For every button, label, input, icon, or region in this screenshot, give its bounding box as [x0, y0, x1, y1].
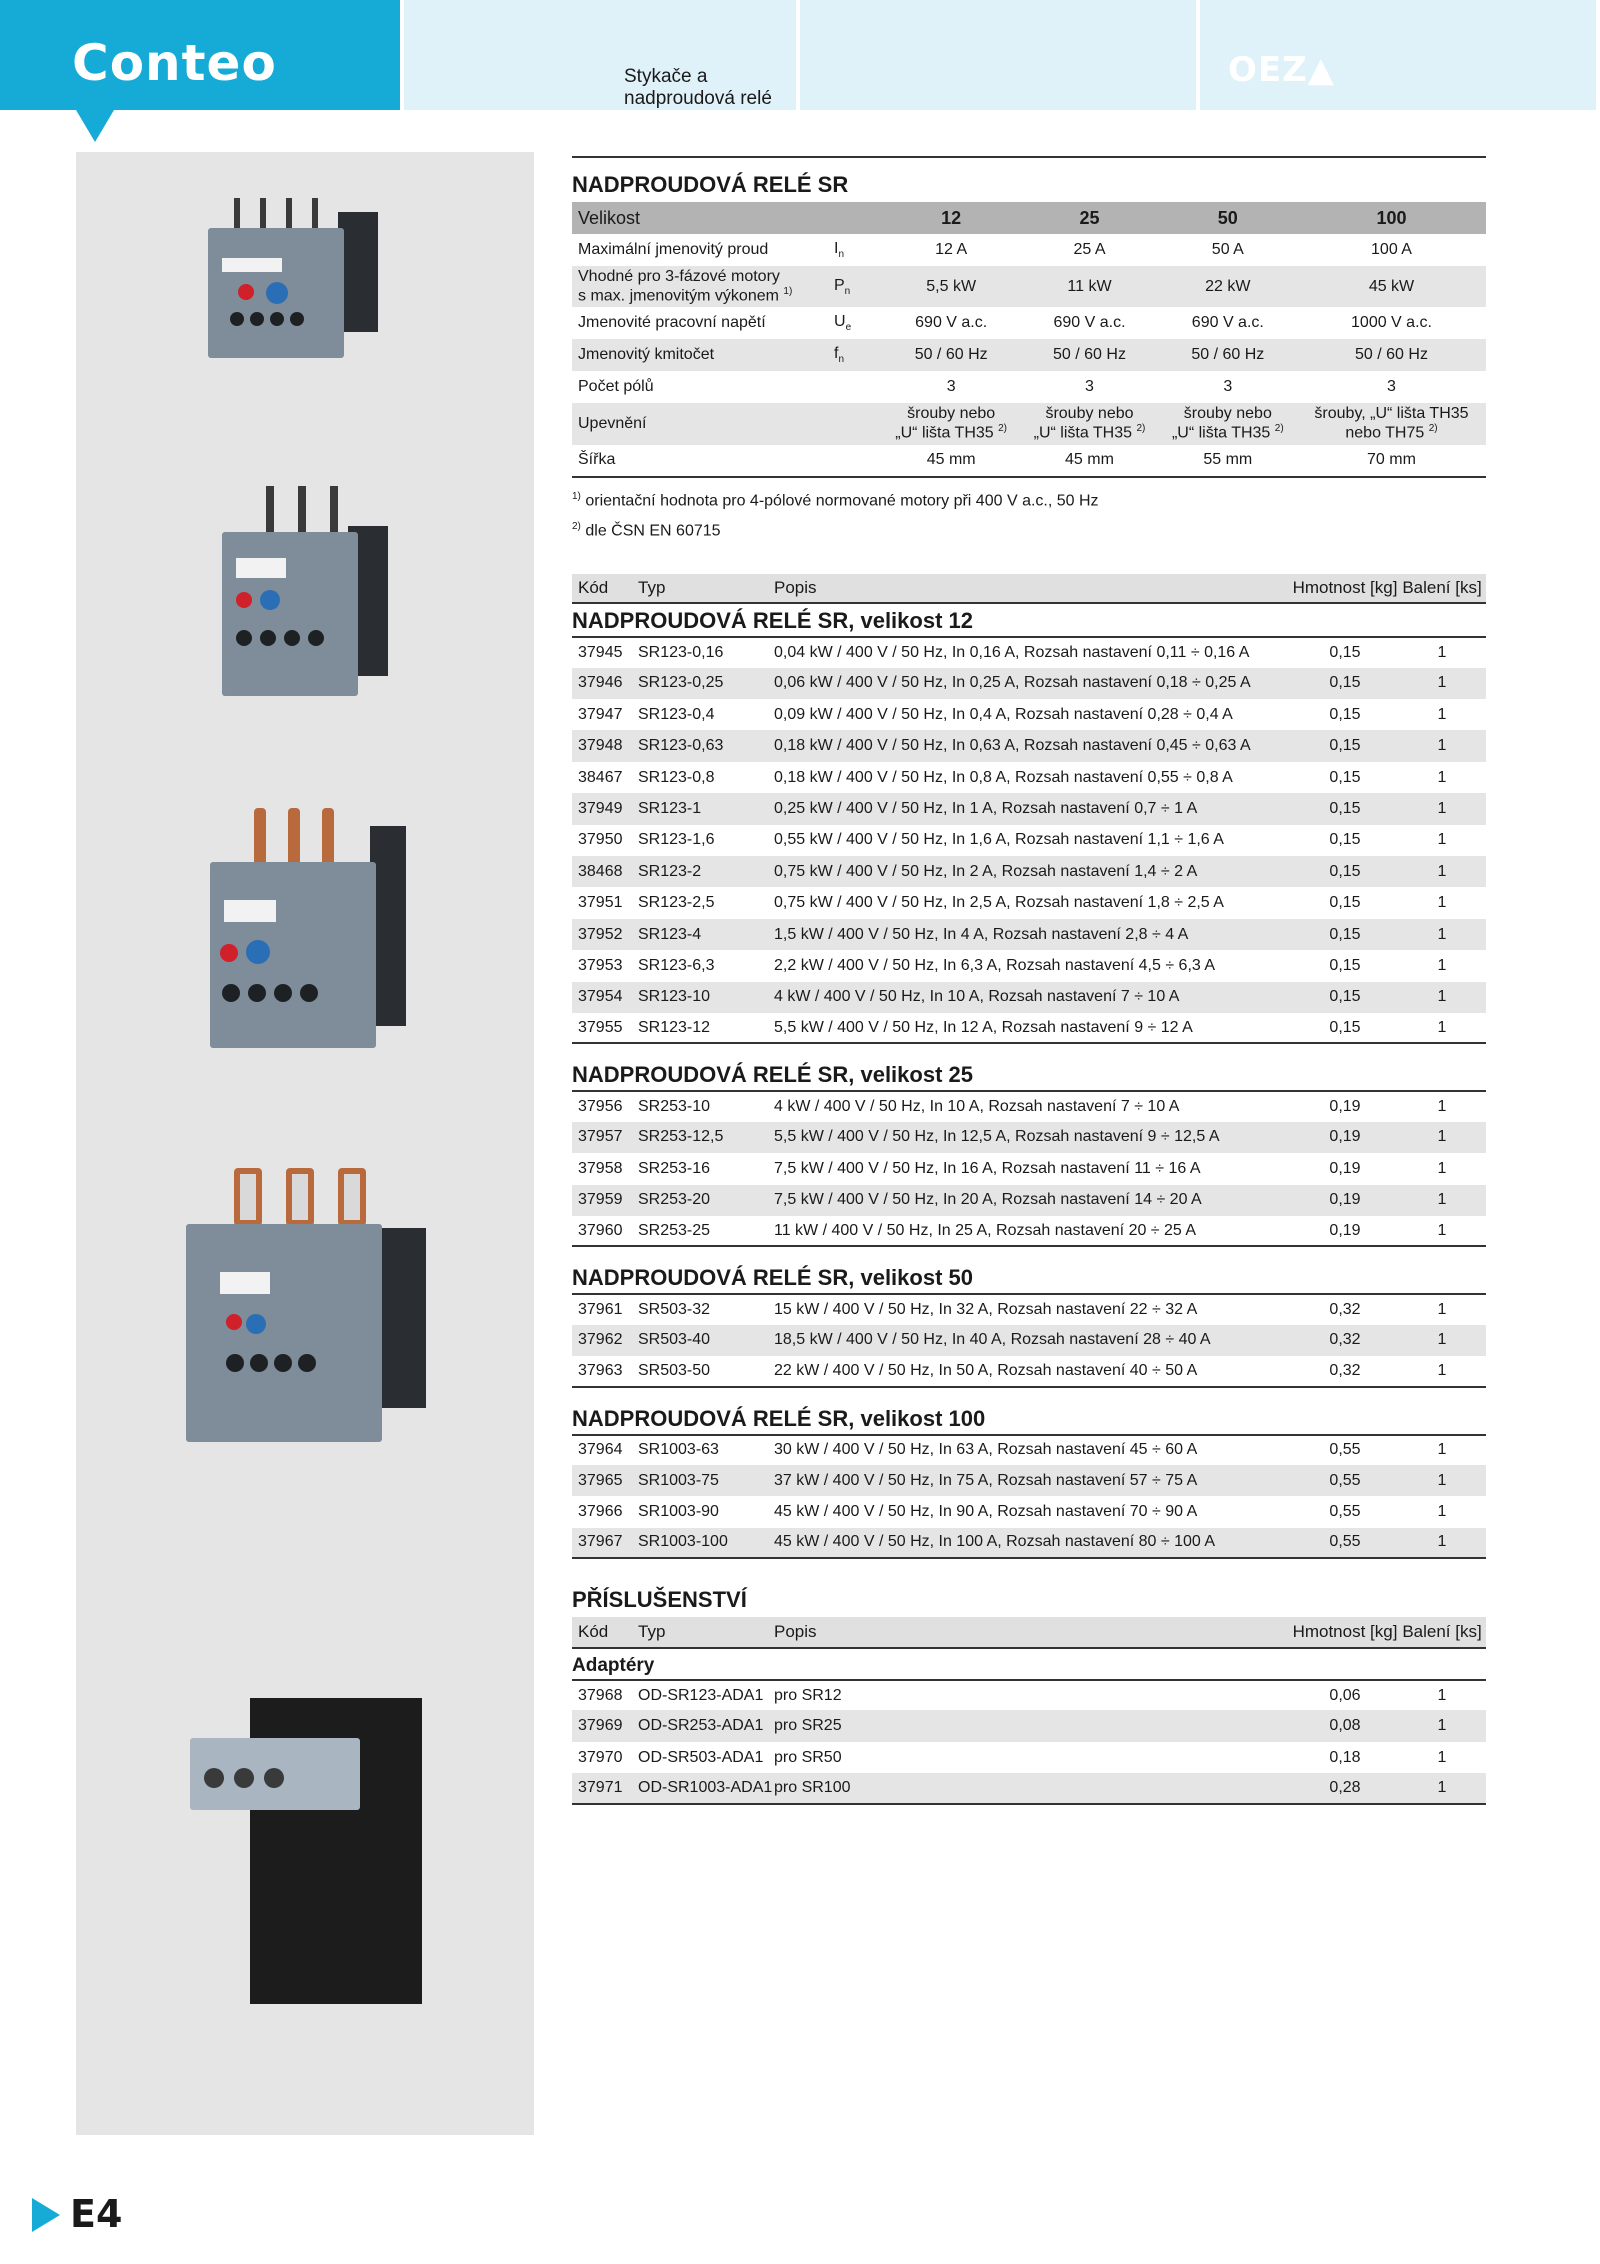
page-arrow-icon — [32, 2198, 60, 2232]
row-kod: 37945 — [578, 644, 623, 661]
table-row — [572, 1465, 1486, 1496]
adapter-image — [190, 1698, 422, 2004]
row-hmotnost: 0,28 — [1329, 1778, 1361, 1796]
spec-row-value: šrouby nebo „U“ lišta TH35 $^{2)}$ — [882, 403, 1020, 444]
oez-logo — [1200, 0, 1596, 110]
table-row — [572, 668, 1486, 699]
spec-row-value: 22 kW — [1159, 266, 1297, 307]
row-baleni: 1 — [1437, 768, 1447, 786]
page-header — [0, 0, 1600, 110]
group-title: NADPROUDOVÁ RELÉ SR, velikost 12 — [572, 608, 973, 634]
spec-row-value: 3 — [946, 378, 956, 396]
row-typ: SR123-12 — [638, 1018, 711, 1036]
row-baleni: 1 — [1437, 644, 1447, 661]
row-typ: SR253-20 — [638, 1191, 711, 1209]
row-kod: 37950 — [578, 831, 623, 849]
row-kod: 37953 — [578, 956, 623, 974]
brand-block — [0, 0, 400, 110]
spec-row-value: 50 / 60 Hz — [1159, 339, 1297, 371]
row-kod: 37952 — [578, 925, 623, 943]
accessories-title: PŘÍSLUŠENSTVÍ — [572, 1587, 747, 1613]
row-kod: 37965 — [578, 1471, 623, 1489]
table-row — [572, 1325, 1486, 1356]
row-popis: 0,55 kW / 400 V / 50 Hz, In 1,6 A, Rozsah nastavení 1,1 ÷ 1,6 A — [774, 831, 1224, 849]
spec-row-symbol — [832, 445, 882, 477]
row-typ: SR123-1,6 — [638, 831, 715, 849]
spec-size-50: 50 — [1159, 202, 1297, 234]
row-baleni: 1 — [1437, 674, 1447, 692]
section-title: Stykače a nadproudová relé — [624, 66, 772, 109]
table-row — [572, 1090, 1486, 1121]
row-popis: 37 kW / 400 V / 50 Hz, In 75 A, Rozsah nastavení 57 ÷ 75 A — [774, 1471, 1198, 1489]
row-kod: 37957 — [578, 1128, 623, 1146]
spec-row-symbol — [832, 403, 882, 444]
row-popis: 45 kW / 400 V / 50 Hz, In 90 A, Rozsah nastavení 70 ÷ 90 A — [774, 1502, 1198, 1520]
spec-row-value: 45 mm — [1020, 445, 1158, 477]
row-kod: 38468 — [578, 862, 623, 880]
row-hmotnost: 0,15 — [1329, 988, 1361, 1006]
row-popis: 45 kW / 400 V / 50 Hz, In 100 A, Rozsah nastavení 80 ÷ 100 A — [774, 1533, 1216, 1551]
table-row — [572, 1528, 1486, 1559]
row-hmotnost: 0,55 — [1329, 1441, 1361, 1459]
row-hmotnost: 0,19 — [1329, 1159, 1361, 1177]
row-baleni: 1 — [1437, 737, 1447, 755]
row-popis: 0,09 kW / 400 V / 50 Hz, In 0,4 A, Rozsah nastavení 0,28 ÷ 0,4 A — [774, 705, 1233, 723]
spec-header-label: Velikost — [572, 202, 832, 234]
spec-row-value: 50 / 60 Hz — [1297, 339, 1486, 371]
row-kod: 37967 — [578, 1533, 623, 1551]
row-typ: SR123-10 — [638, 988, 711, 1006]
table-row — [572, 1185, 1486, 1216]
row-popis: 0,18 kW / 400 V / 50 Hz, In 0,8 A, Rozsah nastavení 0,55 ÷ 0,8 A — [774, 768, 1233, 786]
row-typ: OD-SR1003-ADA1 — [638, 1778, 773, 1796]
row-hmotnost: 0,08 — [1329, 1717, 1361, 1735]
table-row — [572, 856, 1486, 887]
row-hmotnost: 0,15 — [1329, 644, 1361, 661]
row-typ: SR503-32 — [638, 1301, 711, 1319]
row-typ: SR503-40 — [638, 1331, 711, 1349]
spec-row-label: Jmenovité pracovní napětí — [578, 314, 766, 332]
relay-sr12-image — [208, 198, 384, 358]
row-typ: SR123-0,63 — [638, 737, 724, 755]
group-rows — [572, 636, 1486, 1044]
page-number: E4 — [70, 2192, 123, 2236]
row-hmotnost: 0,32 — [1329, 1361, 1361, 1379]
product-groups — [572, 604, 1486, 1559]
row-hmotnost: 0,15 — [1329, 1018, 1361, 1036]
row-kod: 37958 — [578, 1159, 623, 1177]
table-row — [572, 887, 1486, 918]
table-row — [572, 1710, 1486, 1741]
row-popis: 0,75 kW / 400 V / 50 Hz, In 2 A, Rozsah nastavení 1,4 ÷ 2 A — [774, 862, 1198, 880]
row-hmotnost: 0,15 — [1329, 674, 1361, 692]
row-typ: SR123-0,25 — [638, 674, 724, 692]
row-baleni: 1 — [1437, 1301, 1447, 1319]
row-popis: pro SR100 — [774, 1778, 851, 1796]
row-popis: pro SR12 — [774, 1686, 842, 1704]
spec-size-25: 25 — [1020, 202, 1158, 234]
spec-row — [572, 371, 1486, 403]
row-popis: 5,5 kW / 400 V / 50 Hz, In 12,5 A, Rozsah nastavení 9 ÷ 12,5 A — [774, 1128, 1220, 1146]
row-typ: SR253-10 — [638, 1098, 711, 1116]
group-rows — [572, 1293, 1486, 1387]
row-kod: 37955 — [578, 1018, 623, 1036]
group-rows — [572, 1434, 1486, 1560]
header-triangle-icon — [76, 110, 114, 142]
oez-logo-text: OEZ▲ — [1228, 50, 1335, 90]
row-kod: 37961 — [578, 1301, 623, 1319]
row-kod: 37970 — [578, 1748, 623, 1766]
table-row — [572, 636, 1486, 667]
spec-row-value: 50 / 60 Hz — [1020, 339, 1158, 371]
spec-row-label: Šířka — [572, 445, 832, 477]
row-popis: 0,18 kW / 400 V / 50 Hz, In 0,63 A, Rozsah nastavení 0,45 ÷ 0,63 A — [774, 737, 1251, 755]
row-kod: 37951 — [578, 894, 623, 912]
row-hmotnost: 0,55 — [1329, 1471, 1361, 1489]
relay-sr50-image — [210, 808, 406, 1048]
row-baleni: 1 — [1437, 1471, 1447, 1489]
row-baleni: 1 — [1437, 1441, 1447, 1459]
row-typ: SR1003-100 — [638, 1533, 728, 1551]
row-typ: OD-SR503-ADA1 — [638, 1748, 764, 1766]
spec-row-value: 45 kW — [1297, 266, 1486, 307]
row-baleni: 1 — [1437, 831, 1447, 849]
accessories-rows — [572, 1679, 1486, 1805]
row-typ: SR253-12,5 — [638, 1128, 724, 1146]
spec-row-value: 55 mm — [1159, 445, 1297, 477]
row-popis: pro SR50 — [774, 1748, 842, 1766]
row-baleni: 1 — [1437, 1098, 1447, 1116]
spec-row-value: 3 — [1085, 378, 1094, 396]
row-kod: 37969 — [578, 1717, 623, 1735]
spec-row-value: 12 A — [935, 241, 968, 258]
spec-row-value: 690 V a.c. — [1053, 314, 1126, 332]
row-baleni: 1 — [1437, 705, 1447, 723]
row-popis: 1,5 kW / 400 V / 50 Hz, In 4 A, Rozsah nastavení 2,8 ÷ 4 A — [774, 925, 1189, 943]
spec-size-100: 100 — [1297, 202, 1486, 234]
spec-row-symbol — [832, 371, 882, 403]
row-typ: SR1003-63 — [638, 1441, 719, 1459]
row-popis: 18,5 kW / 400 V / 50 Hz, In 40 A, Rozsah nastavení 28 ÷ 40 A — [774, 1331, 1211, 1349]
row-kod: 37960 — [578, 1221, 623, 1239]
spec-table — [572, 202, 1486, 478]
row-baleni: 1 — [1437, 1686, 1447, 1704]
spec-title: NADPROUDOVÁ RELÉ SR — [572, 172, 849, 197]
row-popis: 0,04 kW / 400 V / 50 Hz, In 0,16 A, Rozsah nastavení 0,11 ÷ 0,16 A — [774, 644, 1250, 661]
table-row — [572, 762, 1486, 793]
accessories-list-header: Kód Typ Popis Hmotnost [kg] Balení [ks] — [572, 1617, 1486, 1647]
row-kod: 37966 — [578, 1502, 623, 1520]
spec-row-value: 3 — [1387, 378, 1396, 396]
brand-name: Conteo — [72, 34, 277, 92]
table-row — [572, 982, 1486, 1013]
row-typ: SR123-0,8 — [638, 768, 715, 786]
spec-row — [572, 266, 1486, 307]
spec-row-value: 100 A — [1371, 241, 1412, 258]
group-title: NADPROUDOVÁ RELÉ SR, velikost 25 — [572, 1062, 973, 1088]
table-row — [572, 1496, 1486, 1527]
row-hmotnost: 0,55 — [1329, 1533, 1361, 1551]
row-kod: 37947 — [578, 705, 623, 723]
spec-row — [572, 234, 1486, 266]
row-popis: 7,5 kW / 400 V / 50 Hz, In 16 A, Rozsah nastavení 11 ÷ 16 A — [774, 1159, 1201, 1177]
spec-row-value: 1000 V a.c. — [1351, 314, 1432, 332]
row-kod: 37948 — [578, 737, 623, 755]
row-kod: 37959 — [578, 1191, 623, 1209]
row-popis: 4 kW / 400 V / 50 Hz, In 10 A, Rozsah nastavení 7 ÷ 10 A — [774, 1098, 1180, 1116]
product-list-header: Kód Typ Popis Hmotnost [kg] Balení [ks] — [572, 574, 1486, 604]
row-baleni: 1 — [1437, 925, 1447, 943]
row-typ: SR123-0,4 — [638, 705, 715, 723]
spec-header-row — [572, 202, 1486, 234]
table-row — [572, 1013, 1486, 1044]
row-hmotnost: 0,32 — [1329, 1331, 1361, 1349]
row-popis: 2,2 kW / 400 V / 50 Hz, In 6,3 A, Rozsah nastavení 4,5 ÷ 6,3 A — [774, 956, 1216, 974]
row-hmotnost: 0,15 — [1329, 768, 1361, 786]
row-popis: 30 kW / 400 V / 50 Hz, In 63 A, Rozsah nastavení 45 ÷ 60 A — [774, 1441, 1198, 1459]
row-kod: 37956 — [578, 1098, 623, 1116]
row-baleni: 1 — [1437, 1191, 1447, 1209]
row-kod: 37968 — [578, 1686, 623, 1704]
row-baleni: 1 — [1437, 1748, 1447, 1766]
row-kod: 37949 — [578, 799, 623, 817]
note-1: $^{1)}$ orientační hodnota pro 4-pólové normované motory při 400 V a.c., 50 Hz — [572, 490, 1099, 509]
row-hmotnost: 0,15 — [1329, 925, 1361, 943]
row-hmotnost: 0,15 — [1329, 862, 1361, 880]
row-kod: 38467 — [578, 768, 623, 786]
row-hmotnost: 0,19 — [1329, 1128, 1361, 1146]
group-rows — [572, 1090, 1486, 1247]
row-hmotnost: 0,55 — [1329, 1502, 1361, 1520]
row-kod: 37962 — [578, 1331, 623, 1349]
row-typ: OD-SR253-ADA1 — [638, 1717, 764, 1735]
row-popis: 15 kW / 400 V / 50 Hz, In 32 A, Rozsah nastavení 22 ÷ 32 A — [774, 1301, 1198, 1319]
row-hmotnost: 0,15 — [1329, 831, 1361, 849]
spec-row-symbol: $U_e$ — [834, 313, 852, 334]
row-popis: 11 kW / 400 V / 50 Hz, In 25 A, Rozsah nastavení 20 ÷ 25 A — [774, 1221, 1197, 1239]
row-baleni: 1 — [1437, 1331, 1447, 1349]
row-hmotnost: 0,19 — [1329, 1098, 1361, 1116]
row-popis: 0,06 kW / 400 V / 50 Hz, In 0,25 A, Rozsah nastavení 0,18 ÷ 0,25 A — [774, 674, 1251, 692]
row-popis: pro SR25 — [774, 1717, 842, 1735]
relay-sr100-image — [186, 1168, 426, 1442]
row-kod: 37963 — [578, 1361, 623, 1379]
table-row — [572, 1356, 1486, 1387]
spec-row-value: 3 — [1223, 378, 1233, 396]
table-row — [572, 1122, 1486, 1153]
row-typ: SR1003-90 — [638, 1502, 719, 1520]
row-popis: 22 kW / 400 V / 50 Hz, In 50 A, Rozsah nastavení 40 ÷ 50 A — [774, 1361, 1198, 1379]
spec-row-value: 690 V a.c. — [915, 314, 988, 332]
row-kod: 37954 — [578, 988, 623, 1006]
row-kod: 37971 — [578, 1778, 623, 1796]
table-row — [572, 1216, 1486, 1247]
row-baleni: 1 — [1437, 862, 1447, 880]
spec-row-value: 690 V a.c. — [1191, 314, 1264, 332]
row-baleni: 1 — [1437, 988, 1447, 1006]
table-row — [572, 1434, 1486, 1465]
row-baleni: 1 — [1437, 1502, 1447, 1520]
row-kod: 37946 — [578, 674, 623, 692]
spec-row-symbol: $I_n$ — [834, 239, 845, 261]
row-baleni: 1 — [1437, 1128, 1447, 1146]
table-row — [572, 950, 1486, 981]
row-baleni: 1 — [1437, 894, 1447, 912]
spec-notes — [572, 484, 1486, 545]
table-row — [572, 699, 1486, 730]
table-row — [572, 730, 1486, 761]
row-popis: 0,75 kW / 400 V / 50 Hz, In 2,5 A, Rozsah nastavení 1,8 ÷ 2,5 A — [774, 894, 1224, 912]
row-popis: 4 kW / 400 V / 50 Hz, In 10 A, Rozsah nastavení 7 ÷ 10 A — [774, 988, 1180, 1006]
row-baleni: 1 — [1437, 956, 1447, 974]
row-typ: SR253-25 — [638, 1221, 711, 1239]
spec-row — [572, 307, 1486, 339]
row-hmotnost: 0,15 — [1329, 894, 1361, 912]
spec-row — [572, 339, 1486, 371]
row-popis: 7,5 kW / 400 V / 50 Hz, In 20 A, Rozsah nastavení 14 ÷ 20 A — [774, 1191, 1202, 1209]
row-hmotnost: 0,06 — [1329, 1686, 1361, 1704]
spec-row-label: Upevnění — [572, 403, 832, 444]
spec-row-value: šrouby, „U“ lišta TH35 nebo TH75 $^{2)}$ — [1297, 403, 1486, 444]
row-typ: SR503-50 — [638, 1361, 711, 1379]
table-row — [572, 1773, 1486, 1804]
spec-row-value: šrouby nebo „U“ lišta TH35 $^{2)}$ — [1159, 403, 1297, 444]
spec-row-symbol: $f_n$ — [832, 339, 882, 371]
row-kod: 37964 — [578, 1441, 623, 1459]
row-baleni: 1 — [1437, 799, 1447, 817]
spec-row-label: Maximální jmenovitý proud — [578, 241, 769, 258]
spec-row-label: Počet pólů — [578, 378, 654, 396]
relay-sr25-image — [222, 486, 388, 696]
group-title: NADPROUDOVÁ RELÉ SR, velikost 50 — [572, 1265, 973, 1291]
row-typ: SR123-6,3 — [638, 956, 715, 974]
table-row — [572, 793, 1486, 824]
row-typ: SR253-16 — [638, 1159, 711, 1177]
spec-row-symbol: $P_n$ — [832, 266, 882, 307]
spec-row-value: 45 mm — [882, 445, 1020, 477]
spec-row-value: 5,5 kW — [882, 266, 1020, 307]
spec-row-value: šrouby nebo „U“ lišta TH35 $^{2)}$ — [1020, 403, 1158, 444]
spec-row-value: 50 A — [1211, 241, 1244, 258]
row-typ: SR1003-75 — [638, 1471, 719, 1489]
table-row — [572, 1153, 1486, 1184]
accessories-subgroup: Adaptéry — [572, 1647, 1486, 1679]
spec-row-value: 70 mm — [1297, 445, 1486, 477]
row-baleni: 1 — [1437, 1778, 1447, 1796]
note-2: $^{2)}$ dle ČSN EN 60715 — [572, 520, 721, 540]
spec-row-label: Vhodné pro 3-fázové motory s max. jmenovitým výkonem $^{1)}$ — [572, 266, 832, 307]
row-baleni: 1 — [1437, 1221, 1447, 1239]
row-baleni: 1 — [1437, 1361, 1447, 1379]
table-row — [572, 1679, 1486, 1710]
table-row — [572, 1742, 1486, 1773]
row-typ: SR123-2 — [638, 862, 702, 880]
section-title-block — [404, 0, 796, 110]
spec-row-value: 11 kW — [1020, 266, 1158, 307]
row-typ: SR123-1 — [638, 799, 702, 817]
row-hmotnost: 0,19 — [1329, 1221, 1361, 1239]
spec-row-value: 25 A — [1073, 241, 1106, 258]
spec-row-value: 50 / 60 Hz — [882, 339, 1020, 371]
row-hmotnost: 0,15 — [1329, 956, 1361, 974]
main-content — [572, 156, 1486, 1805]
table-row — [572, 1293, 1486, 1324]
table-row — [572, 825, 1486, 856]
row-popis: 0,25 kW / 400 V / 50 Hz, In 1 A, Rozsah nastavení 0,7 ÷ 1 A — [774, 799, 1198, 817]
group-title: NADPROUDOVÁ RELÉ SR, velikost 100 — [572, 1405, 986, 1431]
row-baleni: 1 — [1437, 1533, 1447, 1551]
spec-row — [572, 403, 1486, 444]
row-baleni: 1 — [1437, 1018, 1447, 1036]
row-hmotnost: 0,15 — [1329, 705, 1361, 723]
row-hmotnost: 0,18 — [1329, 1748, 1361, 1766]
table-row — [572, 919, 1486, 950]
row-typ: SR123-2,5 — [638, 894, 715, 912]
row-popis: 5,5 kW / 400 V / 50 Hz, In 12 A, Rozsah nastavení 9 ÷ 12 A — [774, 1018, 1193, 1036]
spec-size-12: 12 — [882, 202, 1020, 234]
row-hmotnost: 0,15 — [1329, 799, 1361, 817]
row-hmotnost: 0,15 — [1329, 737, 1361, 755]
row-typ: SR123-4 — [638, 925, 702, 943]
row-typ: OD-SR123-ADA1 — [638, 1686, 764, 1704]
row-baleni: 1 — [1437, 1159, 1447, 1177]
spec-row-label: Jmenovitý kmitočet — [572, 339, 832, 371]
row-typ: SR123-0,16 — [638, 644, 724, 661]
row-hmotnost: 0,19 — [1329, 1191, 1361, 1209]
row-hmotnost: 0,32 — [1329, 1301, 1361, 1319]
row-baleni: 1 — [1437, 1717, 1447, 1735]
spec-row — [572, 445, 1486, 477]
